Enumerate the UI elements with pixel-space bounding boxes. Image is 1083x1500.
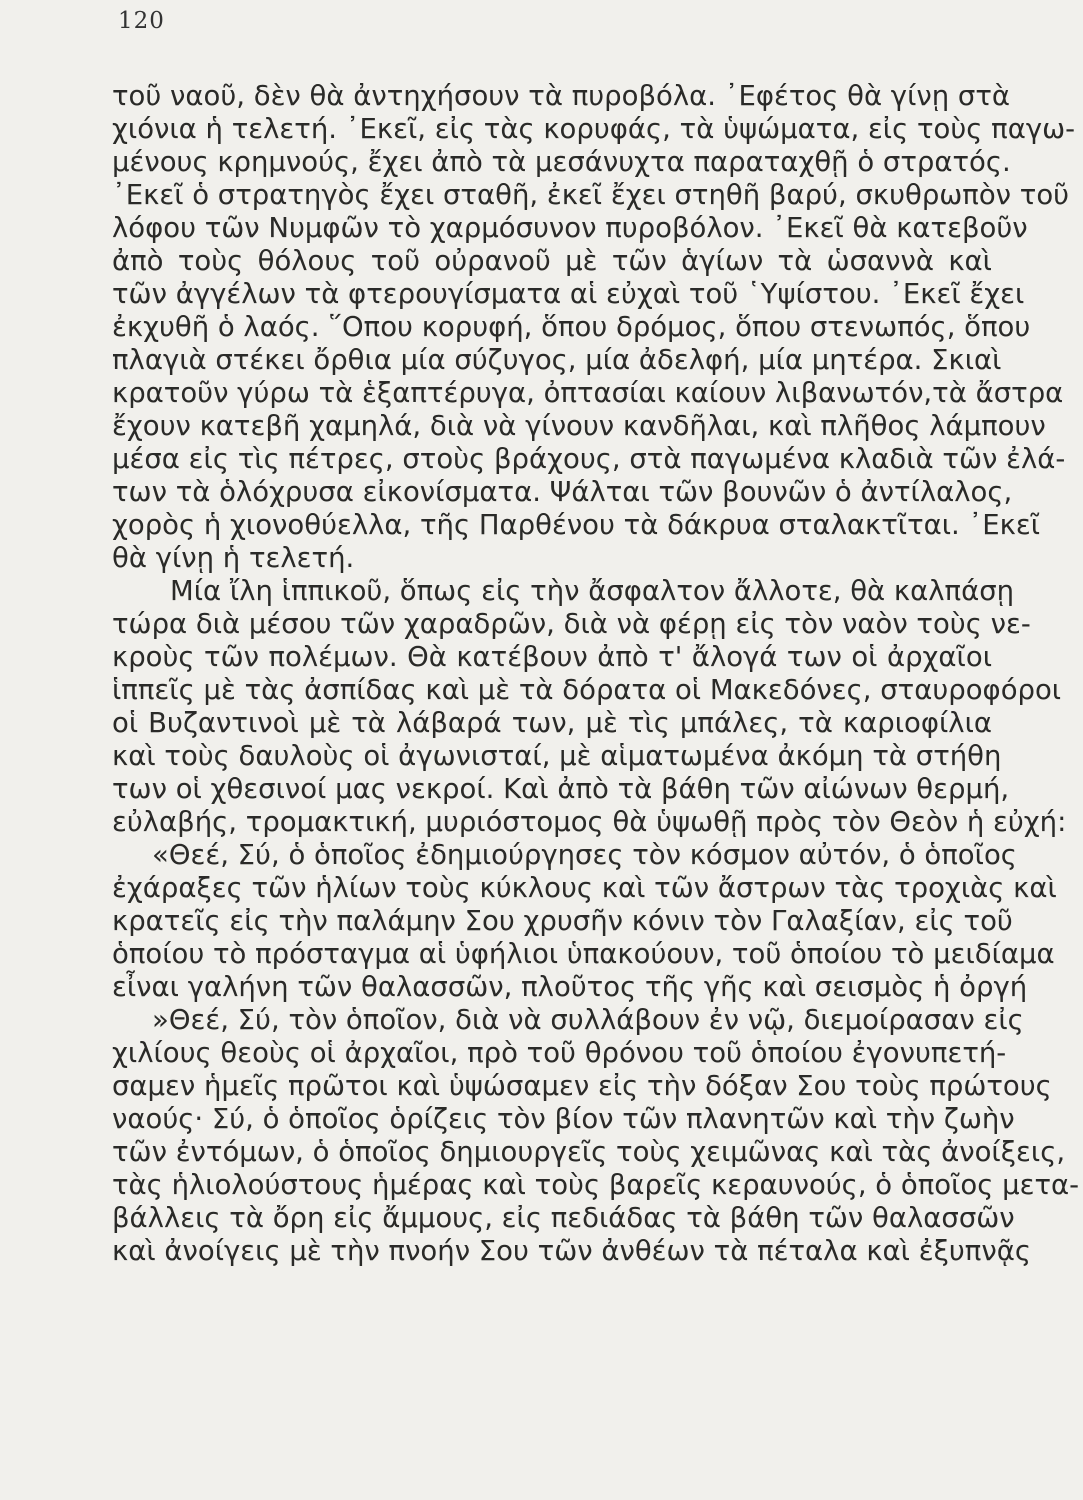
body-text <box>112 80 1080 1268</box>
text-line: »Θεέ, Σύ, τὸν ὁποῖον, διὰ νὰ συλλάβουν ἐν νῷ, διεμοίρασαν εἰς <box>152 1004 1024 1036</box>
text-line: ἱππεῖς μὲ τὰς ἀσπίδας καὶ μὲ τὰ δόρατα οἱ Μακεδόνες, σταυροφόροι <box>112 674 1062 706</box>
text-line: καὶ τοὺς δαυλοὺς οἱ ἀγωνισταί, μὲ αἱματωμένα ἀκόμη τὰ στήθη <box>112 740 1002 772</box>
text-line: χιόνια ἡ τελετή. ᾿Εκεῖ, εἰς τὰς κορυφάς, τὰ ὑψώματα, εἰς τοὺς παγω- <box>112 113 1076 145</box>
text-line: «Θεέ, Σύ, ὁ ὁποῖος ἐδημιούργησες τὸν κόσμον αὐτόν, ὁ ὁποῖος <box>152 839 1017 871</box>
text-line: βάλλεις τὰ ὄρη εἰς ἄμμους, εἰς πεδιάδας τὰ βάθη τῶν θαλασσῶν <box>112 1202 1015 1234</box>
text-line: πλαγιὰ στέκει ὄρθια μία σύζυγος, μία ἀδελφή, μία μητέρα. Σκιαὶ <box>112 344 1002 376</box>
text-line: ὁποίου τὸ πρόσταγμα αἱ ὑφήλιοι ὑπακούουν, τοῦ ὁποίου τὸ μειδίαμα <box>112 938 1055 970</box>
text-line: ναούς· Σύ, ὁ ὁποῖος ὁρίζεις τὸν βίον τῶν πλανητῶν καὶ τὴν ζωὴν <box>112 1103 1015 1135</box>
paragraph <box>112 80 1076 575</box>
text-line: τῶν ἐντόμων, ὁ ὁποῖος δημιουργεῖς τοὺς χειμῶνας καὶ τὰς ἀνοίξεις, <box>112 1136 1066 1168</box>
text-line: Μία ἴλη ἱππικοῦ, ὅπως εἰς τὴν ἄσφαλτον ἄλλοτε, θὰ καλπάσῃ <box>170 575 1015 607</box>
text-line: χιλίους θεοὺς οἱ ἀρχαῖοι, πρὸ τοῦ θρόνου τοῦ ὁποίου ἐγονυπετή- <box>112 1037 1007 1069</box>
text-line: κροὺς τῶν πολέμων. Θὰ κατέβουν ἀπὸ τ' ἄλογά των οἱ ἀρχαῖοι <box>112 641 992 673</box>
text-line: κρατεῖς εἰς τὴν παλάμην Σου χρυσῆν κόνιν τὸν Γαλαξίαν, εἰς τοῦ <box>112 905 1013 937</box>
paragraph <box>112 1004 1080 1268</box>
text-line: ἔχουν κατεβῆ χαμηλά, διὰ νὰ γίνουν κανδῆλαι, καὶ πλῆθος λάμπουν <box>112 410 1046 442</box>
text-line: κρατοῦν γύρω τὰ ἑξαπτέρυγα, ὀπτασίαι καίουν λιβανωτόν,τὰ ἄστρα <box>112 377 1064 409</box>
text-line: λόφου τῶν Νυμφῶν τὸ χαρμόσυνον πυροβόλον. ᾿Εκεῖ θὰ κατεβοῦν <box>112 212 1028 244</box>
text-line: θὰ γίνῃ ἡ τελετή. <box>112 542 355 574</box>
text-line: οἱ Βυζαντινοὶ μὲ τὰ λάβαρά των, μὲ τὶς μπάλες, τὰ καριοφίλια <box>112 707 992 739</box>
text-line: ἐκχυθῆ ὁ λαός. ῞Οπου κορυφή, ὅπου δρόμος, ὅπου στενωπός, ὅπου <box>112 311 1031 343</box>
text-line: τὰς ἡλιολούστους ἡμέρας καὶ τοὺς βαρεῖς κεραυνούς, ὁ ὁποῖος μετα- <box>112 1169 1080 1201</box>
text-line: ἐχάραξες τῶν ἡλίων τοὺς κύκλους καὶ τῶν ἄστρων τὰς τροχιὰς καὶ <box>112 872 1057 904</box>
text-line: τῶν ἀγγέλων τὰ φτερουγίσματα αἱ εὐχαὶ τοῦ ῾Υψίστου. ᾿Εκεῖ ἔχει <box>112 278 1025 310</box>
text-line: εὐλαβής, τρομακτική, μυριόστομος θὰ ὑψωθῇ πρὸς τὸν Θεὸν ἡ εὐχή: <box>112 806 1067 838</box>
text-line: σαμεν ἡμεῖς πρῶτοι καὶ ὑψώσαμεν εἰς τὴν δόξαν Σου τοὺς πρώτους <box>112 1070 1052 1102</box>
text-line: καὶ ἀνοίγεις μὲ τὴν πνοήν Σου τῶν ἀνθέων τὰ πέταλα καὶ ἐξυπνᾷς <box>112 1235 1031 1267</box>
text-line: των τὰ ὁλόχρυσα εἰκονίσματα. Ψάλται τῶν βουνῶν ὁ ἀντίλαλος, <box>112 476 1013 508</box>
text-line: τώρα διὰ μέσου τῶν χαραδρῶν, διὰ νὰ φέρῃ εἰς τὸν ναὸν τοὺς νε- <box>112 608 1031 640</box>
text-line: μέσα εἰς τὶς πέτρες, στοὺς βράχους, στὰ παγωμένα κλαδιὰ τῶν ἐλά- <box>112 443 1066 475</box>
text-line: μένους κρημνούς, ἔχει ἀπὸ τὰ μεσάνυχτα παραταχθῇ ὁ στρατός. <box>112 146 1011 178</box>
text-line: ᾿Εκεῖ ὁ στρατηγὸς ἔχει σταθῆ, ἐκεῖ ἔχει στηθῆ βαρύ, σκυθρωπὸν τοῦ <box>112 179 1070 211</box>
text-line: εἶναι γαλήνη τῶν θαλασσῶν, πλοῦτος τῆς γῆς καὶ σεισμὸς ἡ ὀργή <box>112 971 1028 1003</box>
paragraph <box>112 839 1057 1004</box>
text-line: ἀπὸ τοὺς θόλους τοῦ οὐρανοῦ μὲ τῶν ἁγίων τὰ ὡσαννὰ καὶ <box>112 245 992 277</box>
text-line: χορὸς ἡ χιονοθύελλα, τῆς Παρθένου τὰ δάκρυα σταλακτῖται. ᾿Εκεῖ <box>112 509 1041 541</box>
paragraph <box>112 575 1067 839</box>
text-line: των οἱ χθεσινοί μας νεκροί. Καὶ ἀπὸ τὰ βάθη τῶν αἰώνων θερμή, <box>112 773 1010 805</box>
page-number: 120 <box>118 8 165 34</box>
text-line: τοῦ ναοῦ, δὲν θὰ ἀντηχήσουν τὰ πυροβόλα. ᾿Εφέτος θὰ γίνῃ στὰ <box>112 80 1011 112</box>
